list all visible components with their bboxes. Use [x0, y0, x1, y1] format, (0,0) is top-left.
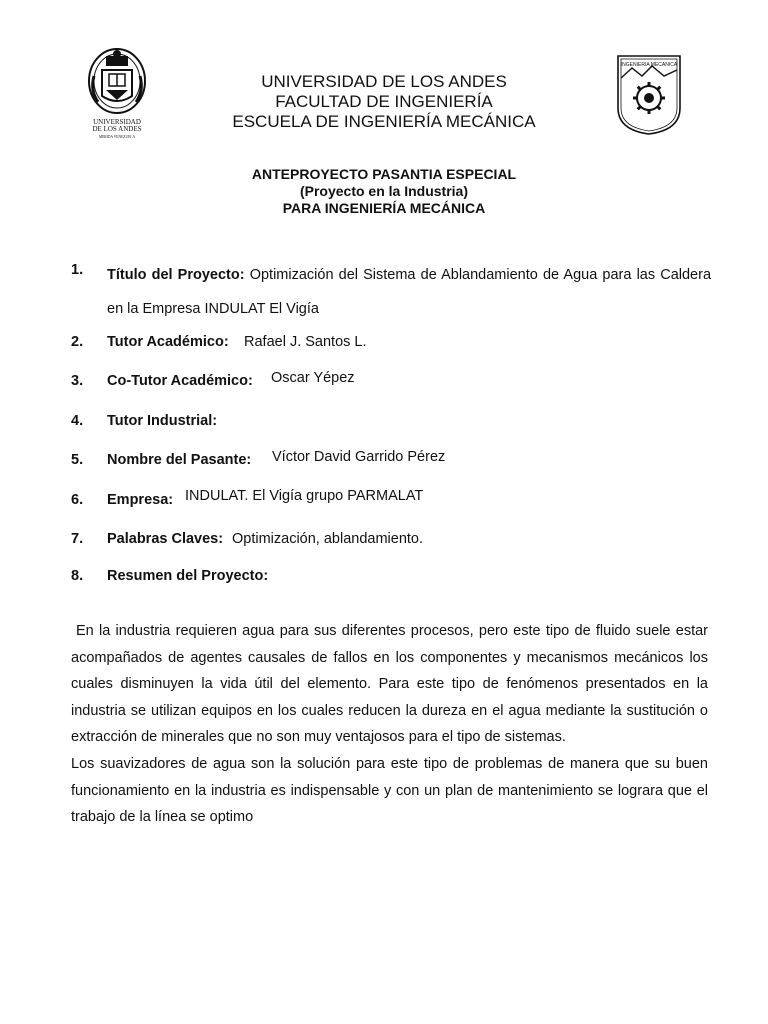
item-number: 6.	[71, 492, 84, 508]
emblem-text: INGENIERIA MECANICA	[620, 62, 678, 68]
project-title-value: Optimización del Sistema de Ablandamiento de Agua para las Caldera en la Empresa INDULAT El Vigía	[107, 267, 712, 317]
header-faculty: FACULTAD DE INGENIERÍA	[275, 92, 493, 111]
item-label: Resumen del Proyecto:	[107, 568, 269, 584]
item-label: Palabras Claves:	[107, 531, 224, 547]
academic-tutor-value: Rafael J. Santos L.	[244, 334, 367, 350]
document-subtitle	[150, 166, 618, 217]
subtitle-line-2: (Proyecto en la Industria)	[299, 183, 469, 199]
item-label: Co-Tutor Académico:	[107, 373, 253, 389]
item-number: 3.	[71, 373, 84, 389]
seal-text-2: DE LOS ANDES	[92, 125, 142, 133]
seal-text-3: MERIDA VENEZUELA	[98, 135, 136, 139]
header-university: UNIVERSIDAD DE LOS ANDES	[261, 72, 507, 91]
seal-text-1: UNIVERSIDAD	[93, 118, 141, 126]
subtitle-line-3: PARA INGENIERÍA MECÁNICA	[282, 200, 486, 216]
item-number: 7.	[71, 531, 84, 547]
item-label: Empresa:	[107, 492, 174, 508]
item-number: 2.	[71, 334, 84, 350]
university-seal-logo	[84, 46, 150, 142]
summary-paragraph-2: Los suavizadores de agua son la solución para este tipo de problemas de manera que su buen funcionamiento en la industria es indispensable y con un plan de mantenimiento se lograra que el trabajo de la línea se optimo	[71, 755, 708, 826]
item-label: Nombre del Pasante:	[107, 452, 252, 468]
summary-paragraph-1: En la industria requieren agua para sus diferentes procesos, pero este tipo de fluido suele estar acompañados de agentes causales de fallos en los componentes y mecanismos mecánicos los cuales disminuyen la vida útil del elemento. Para este tipo de fenómenos presentados en la industria se utilizan equipos en los cuales reducen la dureza en el agua mediante la sustitución o extracción de minerales que no son muy ventajosos para el tipo de sistemas.	[71, 623, 708, 746]
item-number: 4.	[71, 413, 84, 429]
subtitle-line-1: ANTEPROYECTO PASANTIA ESPECIAL	[251, 166, 517, 182]
keywords-value: Optimización, ablandamiento.	[232, 531, 424, 547]
item-number: 8.	[71, 568, 84, 584]
project-title-block	[107, 258, 711, 326]
item-label: Tutor Industrial:	[107, 413, 218, 429]
mechanical-engineering-emblem-logo	[612, 52, 686, 136]
header-school: ESCUELA DE INGENIERÍA MECÁNICA	[232, 112, 536, 131]
item-label: Título del Proyecto:	[107, 267, 245, 283]
project-summary	[71, 618, 708, 831]
intern-name-value: Víctor David Garrido Pérez	[272, 449, 446, 465]
item-number: 1.	[71, 262, 84, 278]
institution-header	[200, 72, 568, 132]
item-number: 5.	[71, 452, 84, 468]
item-label: Tutor Académico:	[107, 334, 229, 350]
company-value: INDULAT. El Vigía grupo PARMALAT	[185, 488, 424, 504]
co-tutor-value: Oscar Yépez	[271, 370, 355, 386]
